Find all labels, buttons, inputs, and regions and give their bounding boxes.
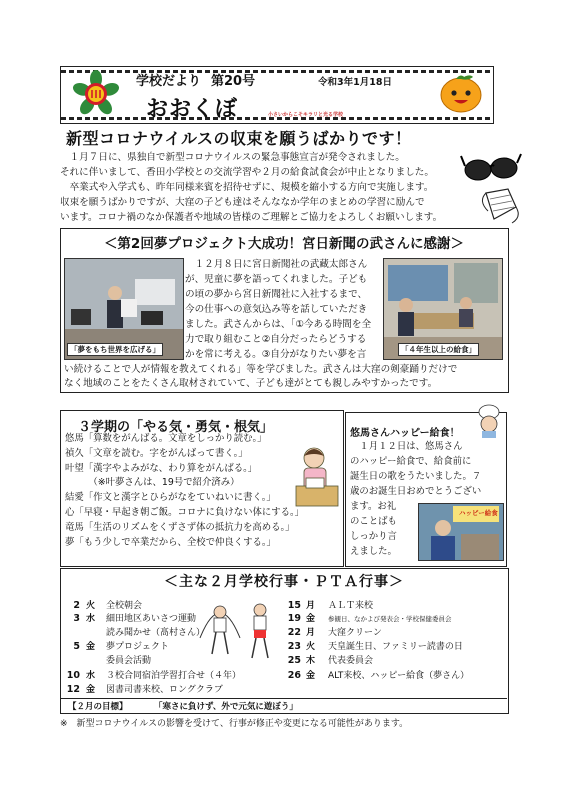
happy-line: 誕生日の歌をうたいました。７ xyxy=(350,471,482,482)
list-item: （※叶夢さんは、19号で紹介済み） xyxy=(65,477,240,489)
intro-line: 卒業式や入学式も、昨年同様来賓を招待せずに、規模を縮小する方向で実施します。 xyxy=(60,182,434,193)
event-text: 図書司書来校、ロングクラブ xyxy=(106,685,223,695)
kids-jump-rope-illustration xyxy=(180,598,290,662)
main-headline: 新型コロナウイルスの収束を願うばかりです！ xyxy=(66,129,412,148)
list-item: 禎久「文章を読む。字をがんばって書く。」 xyxy=(65,447,248,459)
event-text: 参観日、なかよび発表会・学校保健委員会 xyxy=(328,615,452,623)
intro-line: います。コロナ禍のなか保護者や地域の皆様のご理解とご協力をよろしくお願いします。 xyxy=(60,212,443,223)
event-day: 3 xyxy=(73,613,80,624)
event-weekday: 金 xyxy=(306,671,316,681)
dream-line: なく地域のことをたくさん取材されていて、子ども達がとても親しみやすかったです。 xyxy=(64,378,438,389)
list-item: 心「早寝・早起き朝ご飯。コロナに負けない体にする。」 xyxy=(65,506,305,518)
third-term-title: ３学期の「やる気・勇気・根気」 xyxy=(78,420,274,435)
list-item: 叶望「漢字やよみがな、わり算をがんばる。」 xyxy=(65,462,258,474)
event-weekday: 火 xyxy=(306,642,316,652)
event-text: 夢プロジェクト xyxy=(106,642,169,652)
footnote: ※ 新型コロナウイルスの影響を受けて、行事が修正や変更になる可能性があります。 xyxy=(60,719,409,729)
birthday-photo xyxy=(418,503,504,561)
dream-line: が、児童に夢を語ってくれました。子ども xyxy=(185,274,368,285)
dream-line: １２月８日に宮日新聞社の武藏太郎さん xyxy=(185,259,368,270)
event-day: 23 xyxy=(287,641,301,652)
event-day: 15 xyxy=(287,600,301,611)
glasses-icon xyxy=(460,150,522,184)
monthly-goal-label: 【２月の目標】 xyxy=(68,702,128,712)
list-item: 悠馬「算数をがんばる。文章をしっかり読む。」 xyxy=(65,433,267,444)
issue-number: 第20号 xyxy=(211,74,256,89)
dream-line: い続けることで人が情報を教えてくれる」等を学びました。武さんは大窪の剣豪踊りだけで xyxy=(64,364,458,375)
happy-line: 歳のお誕生日おめでとうござい xyxy=(350,486,482,497)
event-text: 読み聞かせ（髙村さん） xyxy=(106,628,206,638)
event-weekday: 水 xyxy=(86,614,96,624)
dream-line: 力で取り組むこと②自分だったらどうする xyxy=(185,334,367,345)
lunch-photo xyxy=(383,258,503,360)
event-text: 天皇誕生日、ファミリー読書の日 xyxy=(328,642,463,652)
dream-line: かを常に考える。③自分がなりたい夢を言 xyxy=(185,349,367,360)
happy-lunch-title: 悠馬さんハッピー給食！ xyxy=(350,428,460,439)
event-text: 全校朝会 xyxy=(106,601,143,611)
third-term-goals-list xyxy=(65,432,304,550)
event-weekday: 金 xyxy=(306,614,316,624)
chef-icon xyxy=(474,404,504,438)
list-item: 竜馬「生活のリズムをくずさず体の抵抗力を高める。」 xyxy=(65,521,295,533)
lunch-photo-caption: 「４年生以上の給食」 xyxy=(398,343,479,356)
event-text: ３校合同宿泊学習打合せ（４年） xyxy=(106,671,242,681)
issue-date: 令和3年1月18日 xyxy=(318,77,392,88)
dream-project-title: ＜第2回夢プロジェクト大成功！宮日新聞の武さんに感謝＞ xyxy=(103,236,465,252)
monthly-goal-text: 「寒さに負けず、外で元気に遊ぼう」 xyxy=(154,702,298,712)
event-day: 12 xyxy=(66,684,80,695)
dream-line: の頃の夢から宮日新聞社に入社するまで、 xyxy=(185,289,368,300)
event-weekday: 月 xyxy=(306,601,316,611)
list-item: 結愛「作文と漢字とひらがなをていねいに書く。」 xyxy=(65,492,276,504)
event-day: 2 xyxy=(73,600,80,611)
lecture-photo xyxy=(64,258,184,360)
event-day: 26 xyxy=(287,670,301,681)
event-day: 19 xyxy=(287,613,301,624)
dream-line: 今の仕事への意気込み等を話していただき xyxy=(185,304,368,315)
event-day: 5 xyxy=(73,641,80,652)
list-item: 夢「もう少しで卒業だから、全校で仲良くする。」 xyxy=(65,536,276,548)
event-weekday: 水 xyxy=(86,671,96,681)
happy-line: のことばも xyxy=(350,516,397,527)
event-weekday: 火 xyxy=(86,601,96,611)
happy-line: しっかり言 xyxy=(350,531,397,542)
orange-mascot-icon xyxy=(438,70,484,114)
event-day: 10 xyxy=(66,670,80,681)
event-text: ALT来校、ハッピー給食（夢さん） xyxy=(328,671,470,681)
event-weekday: 金 xyxy=(86,642,96,652)
dream-line: ました。武さんからは、「①今ある時間を全 xyxy=(185,319,372,330)
event-text: 委員会活動 xyxy=(106,656,152,666)
school-tagline: 小さいからこそキラリと光る学校 xyxy=(268,112,344,118)
event-text: 大窪クリーン xyxy=(328,628,382,638)
school-emblem-icon xyxy=(72,70,120,118)
face-mask-icon xyxy=(478,183,522,227)
intro-line: それに伴いまして、香田小学校との交流学習や２月の給食試食会が中止となりました。 xyxy=(60,167,434,178)
event-day: 25 xyxy=(287,655,301,666)
event-text: 代表委員会 xyxy=(328,656,374,666)
lecture-photo-caption: 「夢をもち世界を広げる」 xyxy=(67,343,163,356)
intro-line: １月７日に、県独自で新型コロナウイルスの緊急事態宣言が発令されました。 xyxy=(60,152,405,163)
school-name: おおくぼ xyxy=(146,97,239,122)
event-text: 細田地区あいさつ運動 xyxy=(106,614,197,624)
happy-line: のハッピー給食で、給食前に xyxy=(350,456,472,467)
masthead-border-top xyxy=(61,70,493,73)
event-weekday: 月 xyxy=(306,628,316,638)
event-day: 22 xyxy=(287,627,301,638)
events-title: ＜主な２月学校行事・ＰＴＡ行事＞ xyxy=(164,574,404,590)
happy-line: １月１２日は、悠馬さん xyxy=(350,441,463,452)
student-reading-illustration xyxy=(292,442,342,512)
intro-line: 収束を願うばかりですが、大窪の子ども達はそんななか学年のまとめの学習に励んで xyxy=(60,197,425,208)
birthday-photo-sign: ハッピー給食 xyxy=(459,509,498,517)
happy-line: ます。お礼 xyxy=(350,501,397,512)
event-text: ＡＬＴ来校 xyxy=(328,601,374,611)
newsletter-title: 学校だより xyxy=(136,74,202,89)
happy-line: えました。 xyxy=(350,546,397,557)
event-weekday: 木 xyxy=(306,656,316,666)
event-weekday: 金 xyxy=(86,685,96,695)
